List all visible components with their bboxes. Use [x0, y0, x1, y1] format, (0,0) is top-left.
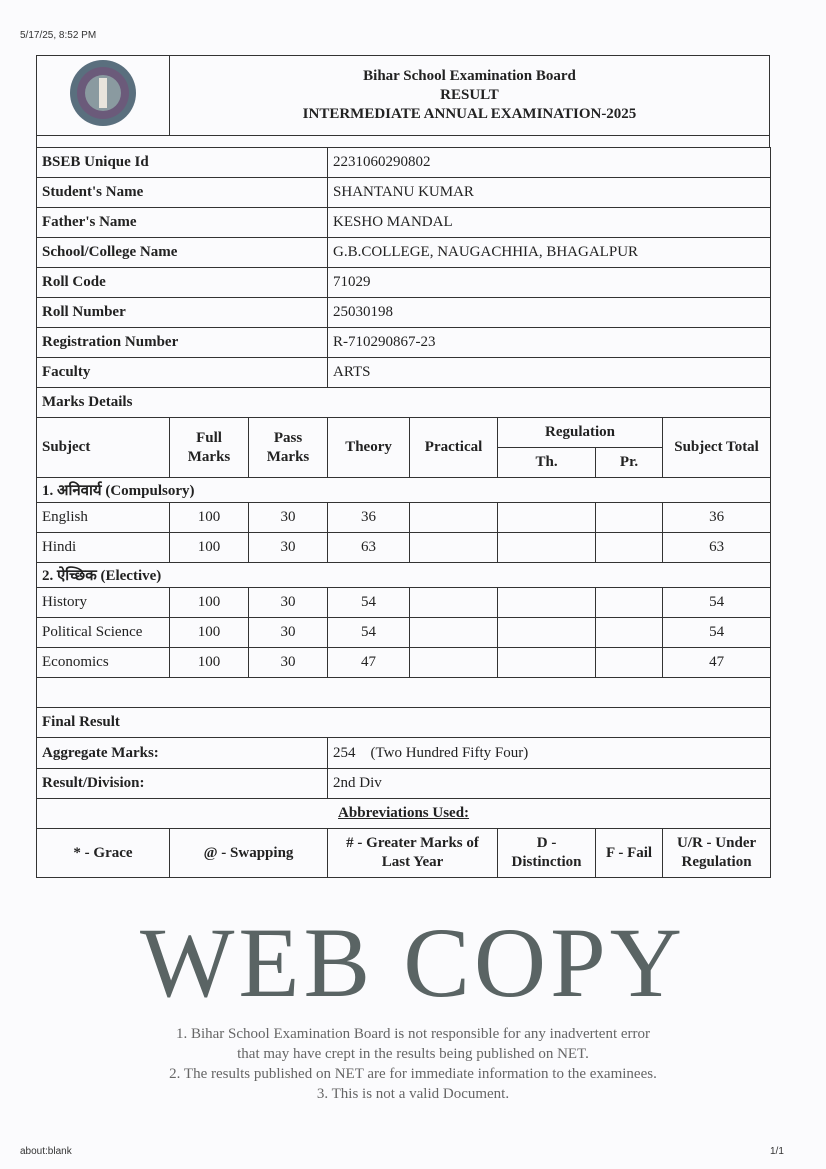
watermark-note-1: 1. Bihar School Examination Board is not responsible for any inadvertent error [175, 1026, 651, 1042]
regulation-pr [596, 648, 663, 678]
abbrev-distinction: D - Distinction [498, 829, 596, 878]
pass-marks: 30 [249, 618, 328, 648]
full-marks: 100 [170, 533, 249, 563]
board-name: Bihar School Examination Board [363, 68, 576, 84]
pass-marks: 30 [249, 588, 328, 618]
info-value: KESHO MANDAL [328, 208, 771, 238]
info-row [37, 268, 771, 298]
subject-total: 63 [663, 533, 771, 563]
marks-details-title: Marks Details [37, 388, 771, 418]
practical-marks [410, 503, 498, 533]
aggregate-label: Aggregate Marks: [37, 738, 328, 769]
elective-heading: 2. ऐच्छिक (Elective) [37, 563, 771, 588]
info-value: 2231060290802 [328, 148, 771, 178]
regulation-th [498, 648, 596, 678]
full-marks: 100 [170, 618, 249, 648]
subject-row [37, 648, 771, 678]
regulation-pr [596, 588, 663, 618]
practical-marks [410, 533, 498, 563]
info-value: G.B.COLLEGE, NAUGACHHIA, BHAGALPUR [328, 238, 771, 268]
watermark-note-2: that may have crept in the results being published on NET. [237, 1046, 589, 1062]
col-full-marks: Full Marks [170, 418, 249, 478]
subject-name: English [37, 503, 170, 533]
aggregate-value: 254 (Two Hundred Fifty Four) [328, 738, 771, 769]
watermark-note-3: 2. The results published on NET are for immediate information to the examinees. [169, 1066, 657, 1082]
compulsory-heading: 1. अनिवार्य (Compulsory) [37, 478, 771, 503]
info-label: Faculty [37, 358, 328, 388]
abbrev-fail: F - Fail [596, 829, 663, 878]
final-result-title: Final Result [37, 708, 771, 738]
col-regulation: Regulation [498, 418, 663, 448]
subject-total: 54 [663, 618, 771, 648]
practical-marks [410, 648, 498, 678]
subject-row [37, 618, 771, 648]
theory-marks: 36 [328, 503, 410, 533]
watermark-note-4: 3. This is not a valid Document. [316, 1086, 510, 1102]
info-label: Father's Name [37, 208, 328, 238]
subject-total: 47 [663, 648, 771, 678]
subject-name: Political Science [37, 618, 170, 648]
print-url: about:blank [20, 1146, 72, 1157]
abbrev-greater-marks: # - Greater Marks of Last Year [328, 829, 498, 878]
info-label: Registration Number [37, 328, 328, 358]
abbrev-under-regulation: U/R - Under Regulation [663, 829, 771, 878]
subject-row [37, 533, 771, 563]
info-label: Roll Code [37, 268, 328, 298]
subject-row [37, 588, 771, 618]
exam-title: INTERMEDIATE ANNUAL EXAMINATION-2025 [302, 106, 637, 122]
print-datetime: 5/17/25, 8:52 PM [20, 30, 97, 41]
regulation-pr [596, 503, 663, 533]
full-marks: 100 [170, 648, 249, 678]
division-value: 2nd Div [328, 769, 771, 799]
abbrev-swapping: @ - Swapping [170, 829, 328, 878]
pass-marks: 30 [249, 503, 328, 533]
division-label: Result/Division: [37, 769, 328, 799]
info-value: SHANTANU KUMAR [328, 178, 771, 208]
regulation-pr [596, 533, 663, 563]
subject-name: Hindi [37, 533, 170, 563]
subject-name: Economics [37, 648, 170, 678]
info-row [37, 238, 771, 268]
regulation-th [498, 618, 596, 648]
full-marks: 100 [170, 588, 249, 618]
result-title: RESULT [440, 87, 499, 103]
regulation-th [498, 533, 596, 563]
col-reg-th: Th. [498, 448, 596, 478]
abbrev-grace: * - Grace [37, 829, 170, 878]
info-value: 71029 [328, 268, 771, 298]
bseb-logo-icon [68, 58, 138, 128]
col-theory: Theory [328, 418, 410, 478]
info-label: School/College Name [37, 238, 328, 268]
logo-cell [37, 56, 170, 136]
col-practical: Practical [410, 418, 498, 478]
regulation-th [498, 503, 596, 533]
info-value: 25030198 [328, 298, 771, 328]
info-row [37, 328, 771, 358]
abbreviations-title: Abbreviations Used: [37, 799, 771, 829]
theory-marks: 54 [328, 588, 410, 618]
col-subject: Subject [37, 418, 170, 478]
print-page: 1/1 [770, 1146, 784, 1157]
info-row [37, 358, 771, 388]
info-label: Student's Name [37, 178, 328, 208]
info-row [37, 298, 771, 328]
theory-marks: 54 [328, 618, 410, 648]
col-pass-marks: Pass Marks [249, 418, 328, 478]
full-marks: 100 [170, 503, 249, 533]
subject-total: 36 [663, 503, 771, 533]
info-row [37, 178, 771, 208]
subject-row [37, 503, 771, 533]
practical-marks [410, 588, 498, 618]
pass-marks: 30 [249, 648, 328, 678]
subject-name: History [37, 588, 170, 618]
info-value: R-710290867-23 [328, 328, 771, 358]
info-label: BSEB Unique Id [37, 148, 328, 178]
pass-marks: 30 [249, 533, 328, 563]
theory-marks: 63 [328, 533, 410, 563]
practical-marks [410, 618, 498, 648]
col-reg-pr: Pr. [596, 448, 663, 478]
header-table [36, 55, 770, 148]
col-subject-total: Subject Total [663, 418, 771, 478]
regulation-th [498, 588, 596, 618]
subject-total: 54 [663, 588, 771, 618]
regulation-pr [596, 618, 663, 648]
web-copy-watermark: WEB COPY [140, 907, 686, 1018]
info-row [37, 208, 771, 238]
theory-marks: 47 [328, 648, 410, 678]
info-label: Roll Number [37, 298, 328, 328]
info-value: ARTS [328, 358, 771, 388]
result-table [36, 147, 771, 878]
info-row [37, 148, 771, 178]
